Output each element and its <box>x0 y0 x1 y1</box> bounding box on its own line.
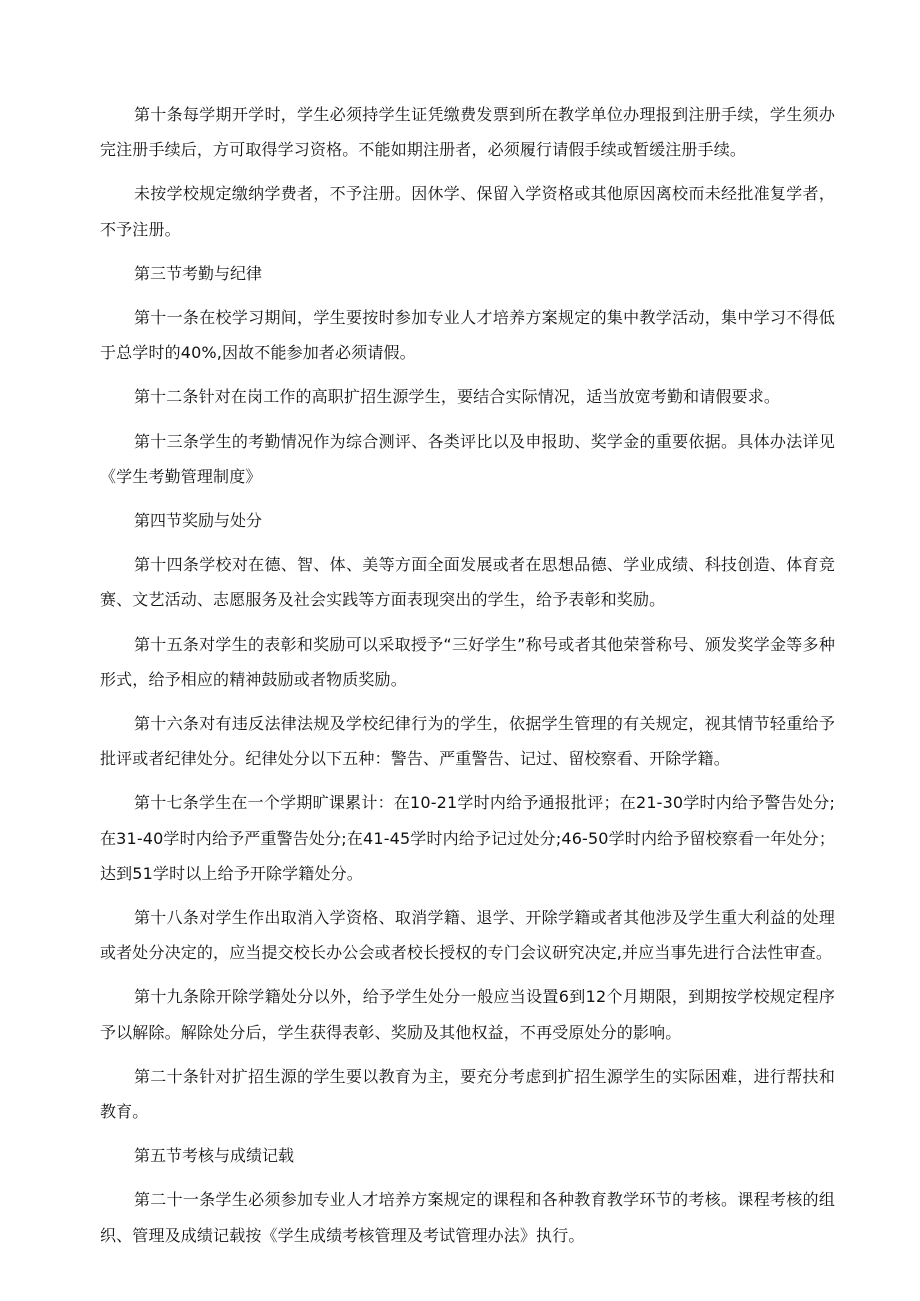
article-12: 第十二条针对在岗工作的高职扩招生源学生，要结合实际情况，适当放宽考勤和请假要求。 <box>134 387 781 407</box>
article-14: 第十四条学校对在德、智、体、美等方面全面发展或者在思想品德、学业成绩、科技创造、体育竞赛、文艺活动、志愿服务及社会实践等方面表现突出的学生，给予表彰和奖励。 <box>100 555 835 610</box>
article-20: 第二十条针对扩招生源的学生要以教育为主，要充分考虑到扩招生源学生的实际困难，进行帮扶和教育。 <box>100 1066 835 1122</box>
article-13: 第十三条学生的考勤情况作为综合测评、各类评比以及申报助、奖学金的重要依据。具体办法详见《学生考勤管理制度》 <box>100 431 835 486</box>
document-body <box>100 97 835 1262</box>
section-heading-4: 第四节奖励与处分 <box>134 511 263 531</box>
article-19: 第十九条除开除学籍处分以外，给予学生处分一般应当设置6到12个月期限，到期按学校规定程序予以解除。解除处分后，学生获得表彰、奖励及其他权益，不再受原处分的影响。 <box>100 987 835 1042</box>
article-21: 第二十一条学生必须参加专业人才培养方案规定的课程和各种教育教学环节的考核。课程考核的组织、管理及成绩记载按《学生成绩考核管理及考试管理办法》执行。 <box>100 1190 835 1245</box>
article-15: 第十五条对学生的表彰和奖励可以采取授予“三好学生”称号或者其他荣誉称号、颁发奖学金等多种形式，给予相应的精神鼓励或者物质奖励。 <box>100 634 835 689</box>
article-16: 第十六条对有违反法律法规及学校纪律行为的学生，依据学生管理的有关规定，视其情节轻重给予批评或者纪律处分。纪律处分以下五种：警告、严重警告、记过、留校察看、开除学籍。 <box>100 714 835 769</box>
article-18: 第十八条对学生作出取消入学资格、取消学籍、退学、开除学籍或者其他涉及学生重大利益的处理或者处分决定的，应当提交校长办公会或者校长授权的专门会议研究决定,并应当事先进行合法性审查。 <box>100 908 835 963</box>
section-heading-5: 第五节考核与成绩记载 <box>134 1146 295 1166</box>
section-heading-3: 第三节考勤与纪律 <box>134 263 263 283</box>
article-10: 第十条每学期开学时，学生必须持学生证凭缴费发票到所在教学单位办理报到注册手续，学生须办完注册手续后，方可取得学习资格。不能如期注册者，必须履行请假手续或暂缓注册手续。 <box>100 105 835 160</box>
article-11: 第十一条在校学习期间，学生要按时参加专业人才培养方案规定的集中教学活动，集中学习不得低于总学时的40%,因故不能参加者必须请假。 <box>100 308 835 363</box>
article-10-continued: 未按学校规定缴纳学费者，不予注册。因休学、保留入学资格或其他原因离校而未经批准复学者，不予注册。 <box>100 184 835 239</box>
article-17: 第十七条学生在一个学期旷课累计：在10-21学时内给予通报批评；在21-30学时内给予警告处分;在31-40学时内给予严重警告处分;在41-45学时内给予记过处分;46-50学时内给予留校察看一年处分；达到51学时以上给予开除学籍处分。 <box>100 793 835 883</box>
